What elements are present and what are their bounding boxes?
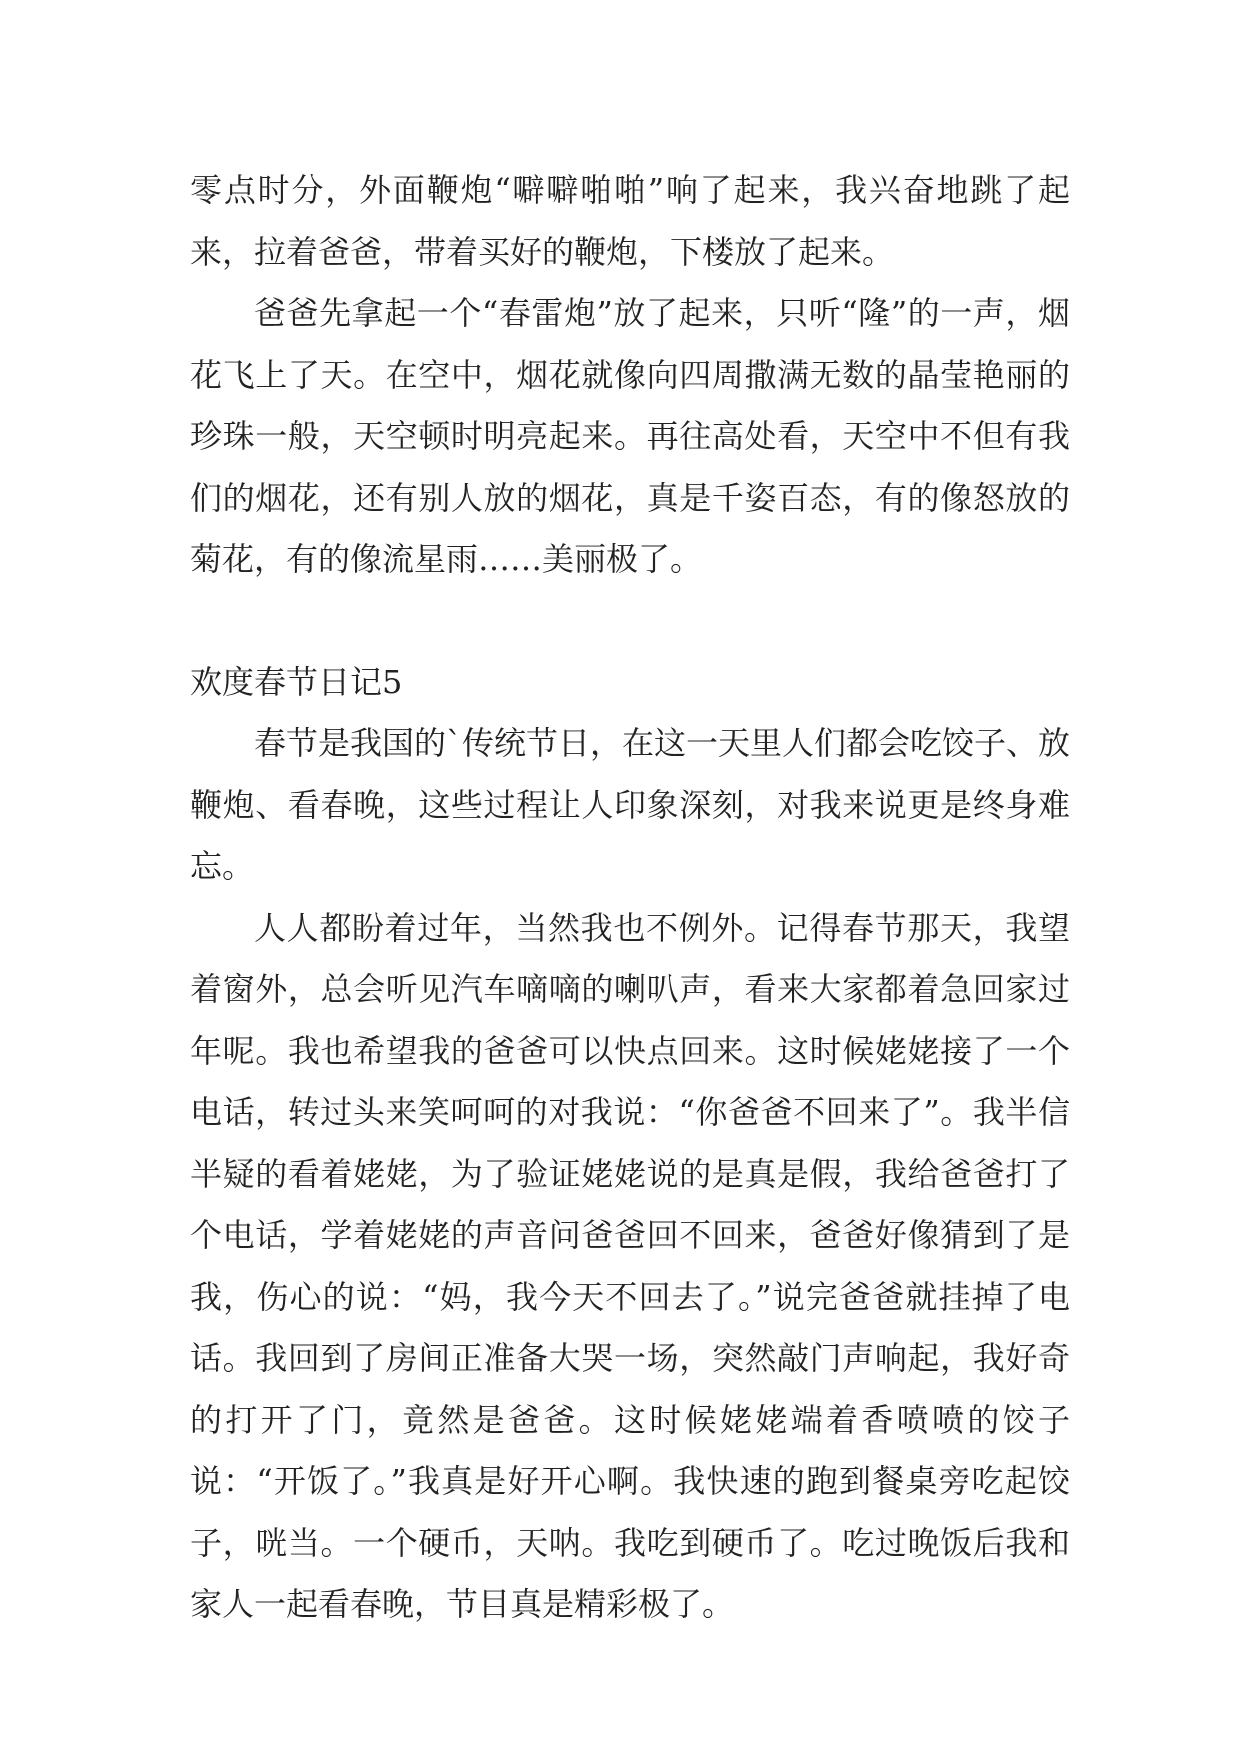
document-body xyxy=(190,160,1070,1636)
paragraph-fireworks: 爸爸先拿起一个“春雷炮”放了起来，只听“隆”的一声，烟花飞上了天。在空中，烟花就像向四周撒满无数的晶莹艳丽的珍珠一般，天空顿时明亮起来。再往高处看，天空中不但有我们的烟花，还有别人放的烟花，真是千姿百态，有的像怒放的菊花，有的像流星雨……美丽极了。 xyxy=(190,294,1070,578)
paragraph-continued: 零点时分，外面鞭炮“噼噼啪啪”响了起来，我兴奋地跳了起来，拉着爸爸，带着买好的鞭炮，下楼放了起来。 xyxy=(190,171,1070,271)
paragraph-intro: 春节是我国的`传统节日，在这一天里人们都会吃饺子、放鞭炮、看春晚，这些过程让人印象深刻，对我来说更是终身难忘。 xyxy=(190,724,1071,885)
section-heading: 欢度春节日记5 xyxy=(190,662,403,701)
paragraph-story: 人人都盼着过年，当然我也不例外。记得春节那天，我望着窗外，总会听见汽车嘀嘀的喇叭声，看来大家都着急回家过年呢。我也希望我的爸爸可以快点回来。这时候姥姥接了一个电话，转过头来笑呵呵的对我说：“你爸爸不回来了”。我半信半疑的看着姥姥，为了验证姥姥说的是真是假，我给爸爸打了个电话，学着姥姥的声音问爸爸回不回来，爸爸好像猜到了是我，伤心的说：“妈，我今天不回去了。”说完爸爸就挂掉了电话。我回到了房间正准备大哭一场，突然敲门声响起，我好奇的打开了门，竟然是爸爸。这时候姥姥端着香喷喷的饺子说：“开饭了。”我真是好开心啊。我快速的跑到餐桌旁吃起饺子，咣当。一个硬币，天呐。我吃到硬币了。吃过晚饭后我和家人一起看春晚，节目真是精彩极了。 xyxy=(190,908,1070,1623)
